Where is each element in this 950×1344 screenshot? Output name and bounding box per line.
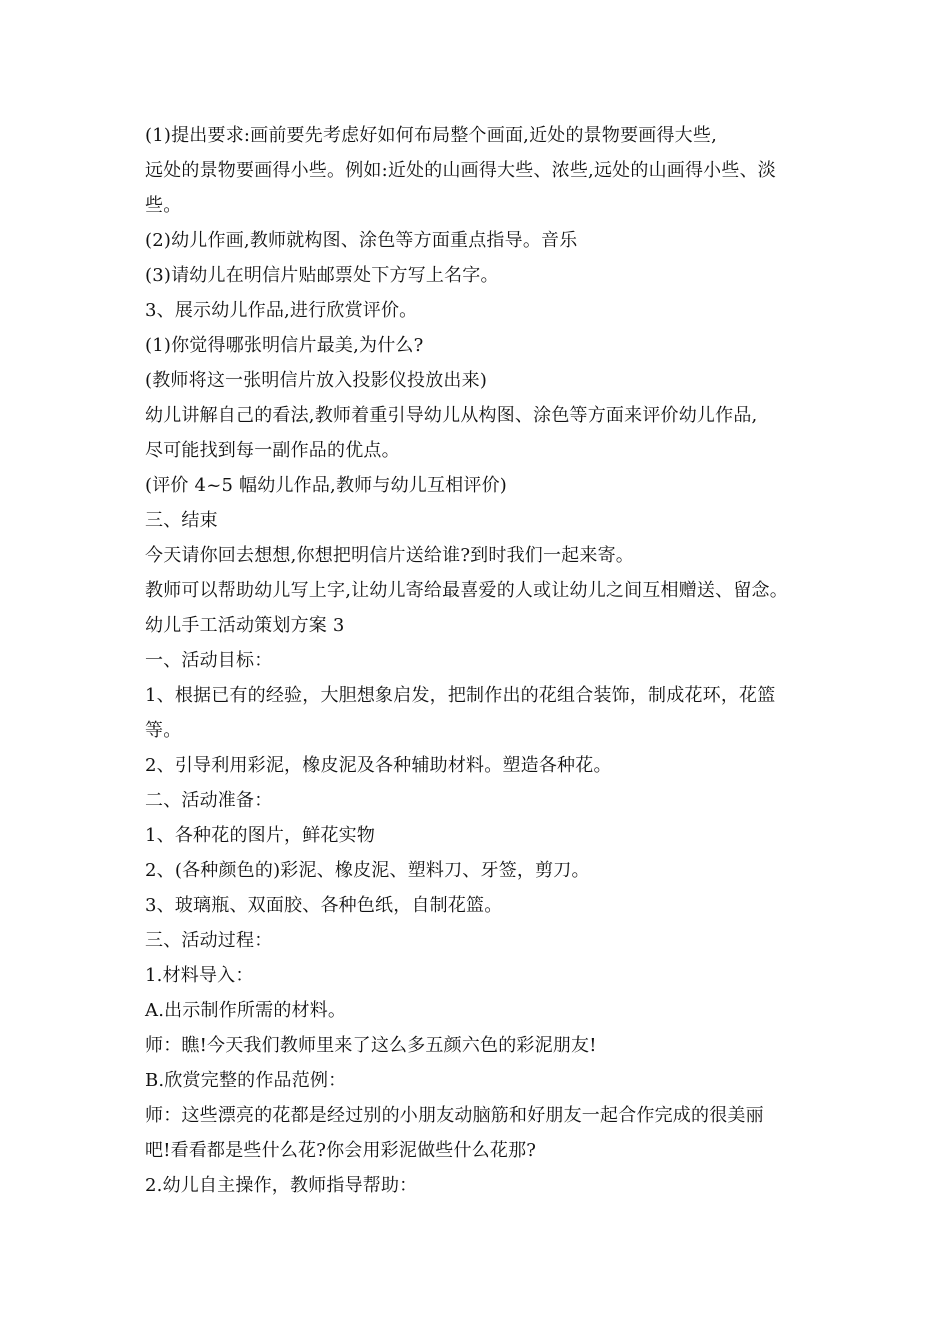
text-line: 远处的景物要画得小些。例如:近处的山画得大些、浓些,远处的山画得小些、淡 bbox=[145, 160, 776, 181]
text-line: 尽可能找到每一副作品的优点。 bbox=[145, 440, 400, 461]
section-heading: 三、活动过程： bbox=[145, 930, 273, 951]
text-line: 师：这些漂亮的花都是经过别的小朋友动脑筋和好朋友一起合作完成的很美丽 bbox=[145, 1105, 764, 1126]
text-line: 3、展示幼儿作品,进行欣赏评价。 bbox=[145, 300, 418, 321]
text-line: 些。 bbox=[145, 195, 182, 216]
text-line: (2)幼儿作画,教师就构图、涂色等方面重点指导。音乐 bbox=[145, 230, 578, 251]
text-line: (1)提出要求:画前要先考虑好如何布局整个画面,近处的景物要画得大些, bbox=[145, 125, 718, 146]
text-line: 师：瞧!今天我们教师里来了这么多五颜六色的彩泥朋友! bbox=[145, 1035, 597, 1056]
text-line: 1.材料导入： bbox=[145, 965, 254, 986]
text-line: 2、(各种颜色的)彩泥、橡皮泥、塑料刀、牙签，剪刀。 bbox=[145, 860, 590, 881]
text-line: 幼儿讲解自己的看法,教师着重引导幼儿从构图、涂色等方面来评价幼儿作品, bbox=[145, 405, 758, 426]
text-line: (3)请幼儿在明信片贴邮票处下方写上名字。 bbox=[145, 265, 499, 286]
text-line: 3、玻璃瓶、双面胶、各种色纸，自制花篮。 bbox=[145, 895, 503, 916]
text-line: 1、各种花的图片，鲜花实物 bbox=[145, 825, 376, 846]
text-line: 教师可以帮助幼儿写上字,让幼儿寄给最喜爱的人或让幼儿之间互相赠送、留念。 bbox=[145, 580, 788, 601]
text-line: (教师将这一张明信片放入投影仪投放出来) bbox=[145, 370, 488, 391]
section-heading: 一、活动目标： bbox=[145, 650, 273, 671]
text-line: 吧!看看都是些什么花?你会用彩泥做些什么花那? bbox=[145, 1140, 537, 1161]
document-body bbox=[145, 118, 825, 1203]
text-line: (评价 4~5 幅幼儿作品,教师与幼儿互相评价) bbox=[145, 475, 507, 496]
text-line: 今天请你回去想想,你想把明信片送给谁?到时我们一起来寄。 bbox=[145, 545, 634, 566]
text-line: 等。 bbox=[145, 720, 182, 741]
section-heading: 二、活动准备： bbox=[145, 790, 273, 811]
section-heading: 三、结束 bbox=[145, 510, 218, 531]
text-line: 2、引导利用彩泥，橡皮泥及各种辅助材料。塑造各种花。 bbox=[145, 755, 612, 776]
text-line: 2.幼儿自主操作，教师指导帮助： bbox=[145, 1175, 418, 1196]
text-line: A.出示制作所需的材料。 bbox=[145, 1000, 347, 1021]
text-line: (1)你觉得哪张明信片最美,为什么? bbox=[145, 335, 424, 356]
document-title: 幼儿手工活动策划方案 3 bbox=[145, 615, 345, 636]
text-line: 1、根据已有的经验，大胆想象启发，把制作出的花组合装饰，制成花环，花篮 bbox=[145, 685, 776, 706]
text-line: B.欣赏完整的作品范例： bbox=[145, 1070, 347, 1091]
